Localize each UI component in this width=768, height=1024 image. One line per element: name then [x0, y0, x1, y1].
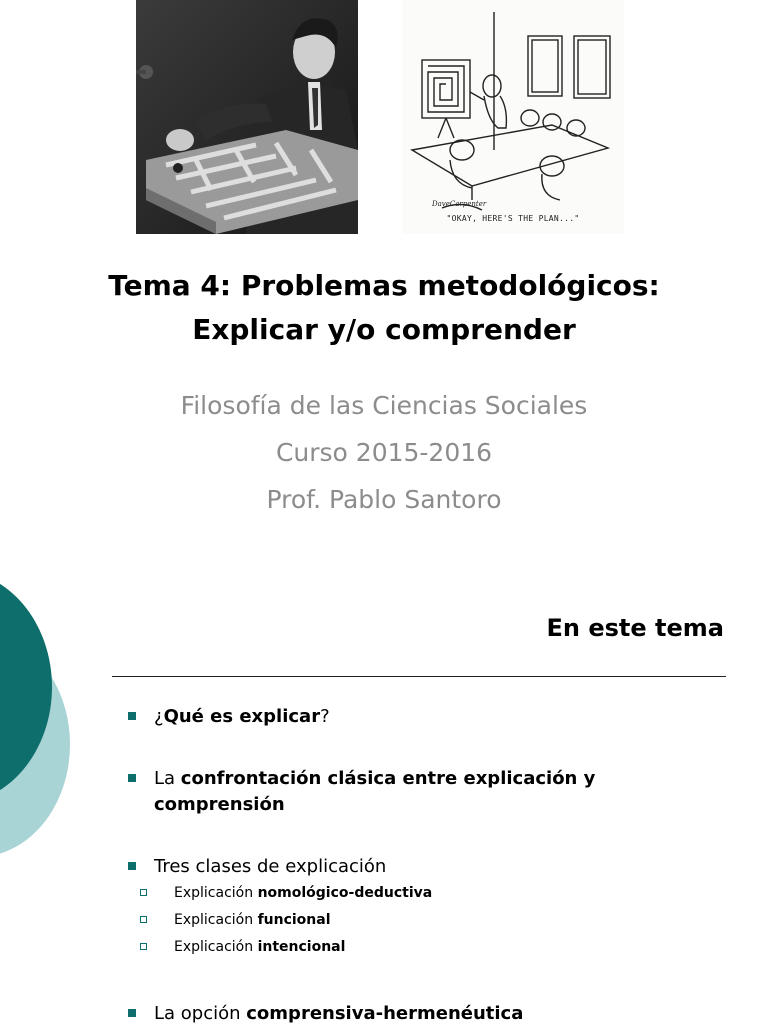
sub-bullet-item: Explicación intencional [140, 934, 728, 961]
sub-bullet-item: Explicación funcional [140, 907, 728, 934]
hollow-square-bullet-icon [140, 916, 147, 923]
hollow-square-bullet-icon [140, 889, 147, 896]
rats-cartoon [402, 0, 624, 234]
square-bullet-icon [128, 862, 136, 870]
cartoon-caption: "OKAY, HERE'S THE PLAN..." [446, 214, 580, 223]
maze-photo [136, 0, 358, 234]
content-slide [0, 550, 768, 1024]
hollow-square-bullet-icon [140, 943, 147, 950]
maze-photo-illustration [136, 0, 358, 234]
title-line-1: Tema 4: Problemas metodológicos: [108, 269, 660, 302]
square-bullet-icon [128, 774, 136, 782]
square-bullet-icon [128, 1009, 136, 1017]
bullet-item: ¿Qué es explicar? [128, 704, 728, 730]
cartoon-signature: DaveCarpenter [432, 200, 487, 208]
rats-cartoon-illustration [402, 0, 624, 234]
course-name: Filosofía de las Ciencias Sociales [180, 391, 588, 420]
bullet-item: La opción comprensiva-hermenéutica [128, 1001, 728, 1024]
sub-bullet-item: Explicación nomológico-deductiva [140, 880, 728, 907]
slide-subtitle [0, 382, 768, 523]
professor-name: Prof. Pablo Santoro [266, 485, 502, 514]
course-year: Curso 2015-2016 [275, 438, 493, 467]
bullet-item: Tres clases de explicación [128, 854, 728, 880]
square-bullet-icon [128, 712, 136, 720]
bullet-item: La confrontación clásica entre explicación y comprensión [128, 766, 728, 818]
title-line-2: Explicar y/o comprender [192, 313, 576, 346]
heading-divider [112, 676, 726, 677]
section-heading: En este tema [546, 614, 724, 642]
topic-list [128, 704, 728, 1024]
slide-title [0, 264, 768, 352]
